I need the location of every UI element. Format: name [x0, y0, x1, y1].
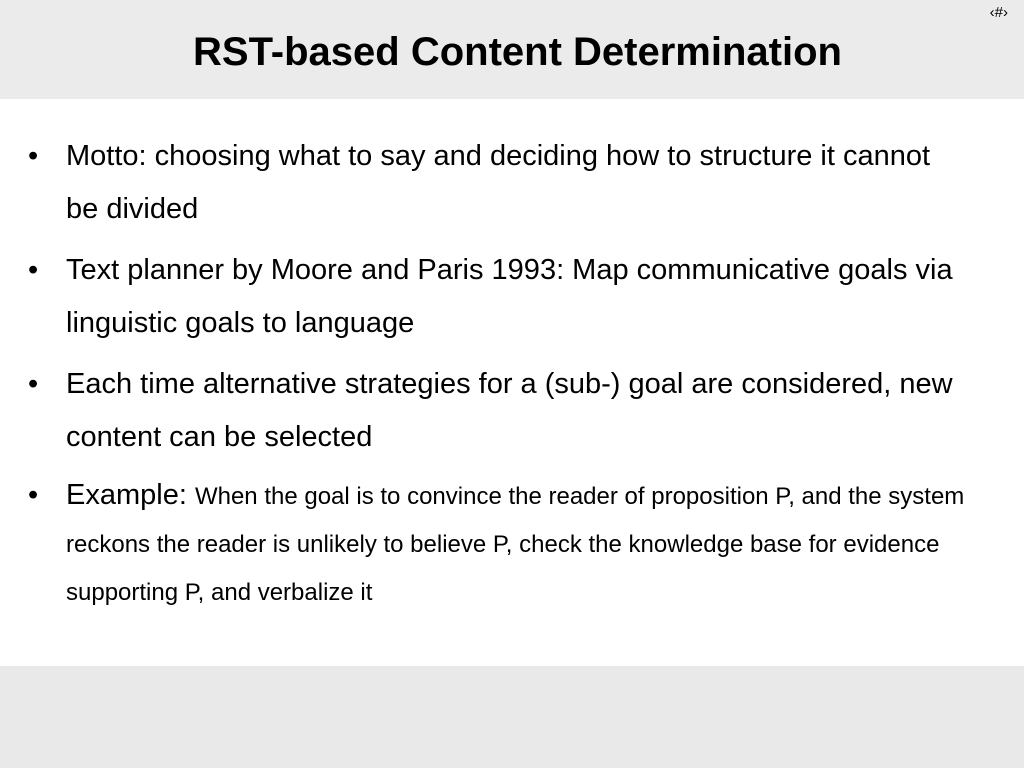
bullet-item-strategies [28, 358, 968, 464]
example-lead: Example: [66, 479, 187, 511]
bullet-mark: • [28, 140, 39, 172]
bullet-text: Text planner by Moore and Paris 1993: Map communicative goals via linguistic goals to language [66, 254, 953, 339]
bullet-mark: • [28, 368, 39, 400]
bullet-item-text-planner [28, 244, 968, 350]
example-detail: When the goal is to convince the reader of proposition P, and the system reckons the reader is unlikely to believe P, check the knowledge base for evidence supporting P, and verbalize it [66, 483, 965, 606]
bullet-list [28, 130, 968, 624]
bullet-text: Each time alternative strategies for a (sub-) goal are considered, new content can be selected [66, 368, 953, 453]
bullet-mark: • [28, 254, 39, 286]
bullet-item-example [28, 472, 968, 616]
bullet-text: Motto: choosing what to say and deciding how to structure it cannot be divided [66, 140, 931, 225]
bullet-mark: • [28, 479, 39, 511]
slide-title: RST-based Content Determination [193, 30, 842, 74]
footer-band [0, 666, 1024, 768]
bullet-item-motto [28, 130, 968, 236]
slide-number: ‹#› [989, 4, 1008, 21]
